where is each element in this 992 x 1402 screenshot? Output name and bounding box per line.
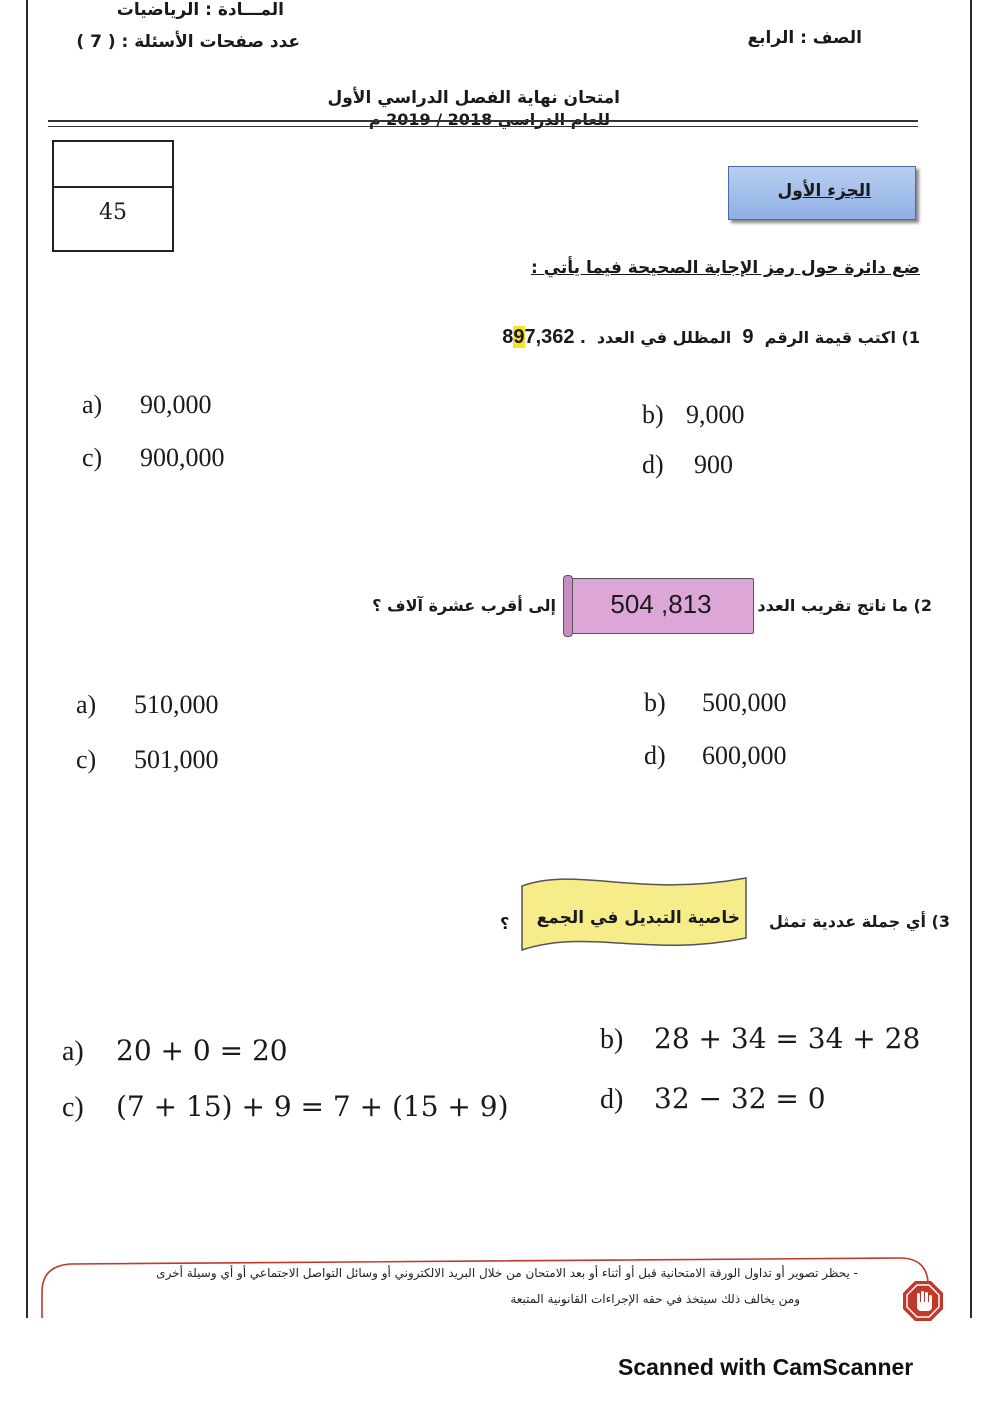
part-title: الجزء الأول — [777, 181, 871, 201]
option-value: 900 — [694, 450, 733, 479]
question-digit: 9 — [742, 326, 754, 348]
option-label: c) — [62, 1092, 84, 1123]
question-text: ما ناتج تقريب العدد — [757, 596, 908, 615]
option-label: a) — [82, 390, 103, 419]
option-label: b) — [600, 1024, 624, 1055]
scanner-watermark: Scanned with CamScanner — [618, 1354, 914, 1380]
number-scroll — [568, 578, 754, 634]
highlighted-digit: 9 — [513, 326, 525, 348]
option-1b[interactable] — [642, 400, 745, 430]
option-value: 510,000 — [134, 690, 219, 719]
option-value: (7 + 15) + 9 = 7 + (15 + 9) — [116, 1090, 509, 1123]
exam-title: امتحان نهاية الفصل الدراسي الأول — [327, 88, 620, 108]
question-2-tail: إلى أقرب عشرة آلاف ؟ — [372, 596, 556, 615]
score-box — [52, 140, 174, 252]
option-label: b) — [644, 688, 666, 717]
option-value: 9,000 — [686, 400, 745, 429]
option-value: 900,000 — [140, 443, 225, 472]
score-total: 45 — [99, 200, 127, 225]
banner-text: خاصية التبديل في الجمع — [536, 908, 740, 928]
option-label: d) — [644, 741, 666, 770]
option-label: a) — [62, 1036, 84, 1067]
option-1c[interactable] — [82, 443, 225, 473]
subject-label: المـــادة : الرياضيات — [116, 0, 284, 20]
page-left-edge — [26, 0, 28, 1318]
question-number: 3) — [931, 912, 950, 931]
footer-line-1: - يحظر تصوير أو تداول الورقة الامتحانية قبل أو أثناء أو بعد الامتحان من خلال البريد الالكتروني أو وسائل التواصل الاجتماعي أو أي وسيلة أخرى — [156, 1266, 858, 1280]
option-value: 32 − 32 = 0 — [654, 1082, 826, 1115]
question-text: اكتب قيمة الرقم — [764, 328, 896, 347]
question-2-lead — [757, 596, 932, 615]
option-label: c) — [76, 745, 97, 774]
question-mark: ؟ — [500, 914, 510, 933]
option-2c[interactable] — [76, 745, 219, 775]
question-text: أي جملة عددية تمثل — [768, 912, 926, 931]
question-1 — [502, 326, 920, 349]
option-label: d) — [642, 450, 664, 479]
option-value: 500,000 — [702, 688, 787, 717]
option-2a[interactable] — [76, 690, 219, 720]
option-3d[interactable] — [600, 1082, 826, 1116]
score-box-divider — [54, 186, 172, 188]
number-rest: 7,362 — [524, 326, 575, 348]
boxed-number: 504 ,813 — [610, 589, 712, 619]
option-value: 501,000 — [134, 745, 219, 774]
number-prefix: 8 — [502, 326, 514, 348]
question-number: 2) — [913, 596, 932, 615]
option-3a[interactable] — [62, 1034, 288, 1068]
option-3c[interactable] — [62, 1090, 509, 1124]
footer-line-2: ومن يخالف ذلك سيتخذ في حقه الإجراءات القانونية المتبعة — [510, 1292, 800, 1306]
footer-warning — [40, 1252, 930, 1318]
option-value: 90,000 — [140, 390, 212, 419]
option-value: 28 + 34 = 34 + 28 — [654, 1022, 921, 1055]
option-label: d) — [600, 1084, 624, 1115]
option-1a[interactable] — [82, 390, 212, 420]
option-2b[interactable] — [644, 688, 787, 718]
option-3b[interactable] — [600, 1022, 920, 1056]
period: . — [580, 326, 586, 348]
page-right-edge — [970, 0, 972, 1318]
instructions: ضع دائرة حول رمز الإجابة الصحيحة فيما يأتي : — [530, 258, 920, 278]
question-number: 1) — [901, 328, 920, 347]
footer-border — [40, 1252, 930, 1318]
part-title-box — [728, 166, 916, 220]
grade-label: الصف : الرابع — [747, 28, 862, 48]
question-number-value — [502, 326, 574, 348]
pages-count: عدد صفحات الأسئلة : ( 7 ) — [76, 32, 300, 52]
option-value: 20 + 0 = 20 — [116, 1034, 288, 1067]
option-1d[interactable] — [642, 450, 733, 480]
question-3-lead — [769, 912, 950, 931]
option-label: a) — [76, 690, 97, 719]
header-divider-thin — [48, 126, 918, 127]
option-2d[interactable] — [644, 741, 787, 771]
stop-hand-icon — [902, 1280, 944, 1322]
option-label: c) — [82, 443, 103, 472]
option-value: 600,000 — [702, 741, 787, 770]
header-divider — [48, 120, 918, 122]
question-text-after: المظلل في العدد — [596, 328, 732, 347]
option-label: b) — [642, 400, 664, 429]
